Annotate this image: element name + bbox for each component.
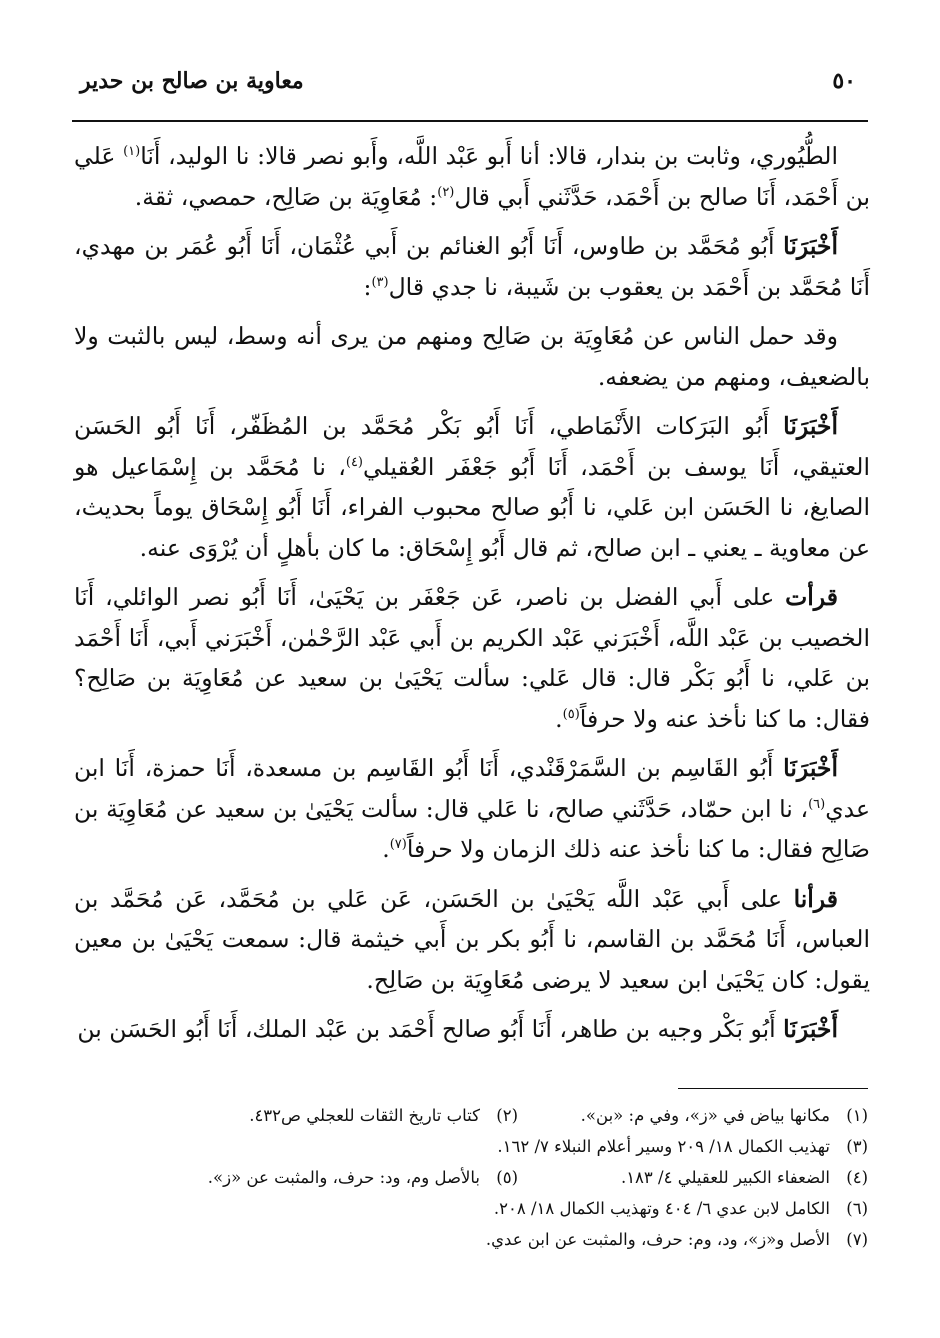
paragraph (74, 406, 870, 568)
footnote-number: (٤) (846, 1168, 868, 1187)
footnote-separator (678, 1088, 868, 1089)
footnote-number: (٧) (846, 1230, 868, 1249)
paragraph-lead-word: أَخْبَرَنَا (783, 754, 838, 782)
header-rule (72, 120, 868, 122)
footnote-text: الكامل لابن عدي ٦/ ٤٠٤ وتهذيب الكمال ١٨/ ٢٠٨. (493, 1199, 830, 1218)
paragraph (74, 748, 870, 870)
paragraph (74, 879, 870, 1001)
footnote (494, 1193, 868, 1224)
paragraph (74, 577, 870, 739)
footnote-text: كتاب تاريخ الثقات للعجلي ص٤٣٢. (249, 1106, 480, 1125)
footnote-reference: (٢) (437, 184, 455, 200)
footnote (486, 1224, 868, 1255)
footnote (518, 1162, 868, 1193)
footnote-row (74, 1193, 868, 1224)
text-segment: على أَبي الفضل بن ناصر، عَن جَعْفَر بن يَحْيَىٰ، أَنَا أَبُو نصر الوائلي، أَنَا الخصيب بن عَبْد اللَّه، أَخْبَرَني عَبْد الكريم بن أَبي عَبْد الرَّحْمٰن، أَخْبَرَني أَبي، أَنَا أَحْمَد بن عَلي، نا أَبُو بَكْر قال: قال عَلي: سألت يَحْيَىٰ بن سعيد عن مُعَاوِيَة بن صَالِح؟ فقال: ما كنا نأخذ عنه ولا حرفاً (74, 583, 870, 733)
paragraph-lead-word: أَخْبَرَنَا (783, 412, 838, 440)
text-segment: : (363, 272, 372, 301)
footnote-reference: (٧) (389, 837, 407, 853)
footnote-text: الأصل و«ز»، ود، وم: حرف، والمثبت عن ابن عدي. (485, 1230, 830, 1249)
footnote (497, 1131, 868, 1162)
footnotes (74, 1100, 868, 1255)
footnote (518, 1100, 868, 1131)
text-segment: أَبُو مُحَمَّد بن طاوس، أَنَا أَبُو الغنائم بن أَبي عُثْمَان، أَنَا أَبُو عُمَر بن مهدي، أَنَا مُحَمَّد بن أَحْمَد بن يعقوب بن شَيبة، نا جدي قال (74, 232, 870, 301)
footnote-number: (٥) (496, 1168, 518, 1187)
paragraph-lead-word: قرأنا (793, 884, 838, 913)
main-text (74, 136, 870, 1059)
footnote-reference: (١) (123, 144, 141, 160)
text-segment: على أَبي عَبْد اللَّه يَحْيَىٰ بن الحَسَن، عَن عَلي بن مُحَمَّد، عَن مُحَمَّد بن العباس، أَنَا مُحَمَّد بن القاسم، نا أَبُو بكر بن أَبي خيثمة قال: سمعت يَحْيَىٰ بن معين يقول: كان يَحْيَىٰ ابن سعيد لا يرضى مُعَاوِيَة بن صَالِح. (74, 884, 870, 994)
footnote-reference: (٥) (562, 706, 580, 722)
footnote-number: (٢) (496, 1106, 518, 1125)
page-header (72, 58, 868, 120)
paragraph (74, 226, 870, 307)
paragraph-lead-word: قرأت (785, 583, 838, 611)
text-segment: ، نا ابن حمّاد، حَدَّثَني صالح، نا عَلي قال: سألت يَحْيَىٰ بن سعيد عن مُعَاوِيَة بن صَالِح فقال: ما كنا نأخذ عنه ذلك الزمان ولا حرفاً (74, 794, 870, 863)
text-segment: . (382, 835, 390, 863)
page-number: ٥٠ (832, 68, 856, 94)
footnote-text: الضعفاء الكبير للعقيلي ٤/ ١٨٣. (620, 1168, 830, 1187)
footnote-text: مكانها بياض في «ز»، وفي م: «بن». (580, 1106, 830, 1125)
paragraph (74, 316, 870, 397)
text-segment: ، نا مُحَمَّد بن إِسْمَاعيل هو الصايغ، نا الحَسَن ابن عَلي، نا أَبُو صالح محبوب الفراء، أَنَا أَبُو إِسْحَاق يوماً بحديث، عن معاوية ـ يعني ـ ابن صالح، ثم قال أَبُو إِسْحَاق: ما كان بأهلٍ أن يُرْوَى عنه. (74, 452, 870, 562)
footnote-text: بالأصل وم، ود: حرف، والمثبت عن «ز». (207, 1168, 480, 1187)
footnote-row (74, 1131, 868, 1162)
footnote-number: (٦) (846, 1199, 868, 1218)
footnote-row (74, 1100, 868, 1131)
text-segment: عَلي بن أَحْمَد، أَنَا صالح بن أَحْمَد، حَدَّثَني أَبي قال (74, 142, 870, 211)
footnote-reference: (٤) (345, 454, 363, 470)
text-segment: أَبُو بَكْر وجيه بن طاهر، أَنَا أَبُو صالح أَحْمَد بن عَبْد الملك، أَنَا أَبُو الحَسَن بن (77, 1015, 784, 1043)
paragraph (74, 1009, 870, 1050)
text-segment: أَبُو القَاسِم بن السَّمَرْقَنْدي، أَنَا أَبُو القَاسِم بن مسعدة، أَنَا حمزة، أَنَا ابن عدي (74, 754, 870, 823)
paragraph-lead-word: أَخْبَرَنَا (783, 232, 838, 260)
footnote-reference: (٦) (808, 796, 826, 812)
footnote-row (74, 1162, 868, 1193)
footnote-number: (١) (846, 1106, 868, 1125)
paragraph-lead-word: أَخْبَرَنَا (783, 1015, 838, 1043)
footnote-row (74, 1224, 868, 1255)
footnote-number: (٣) (846, 1137, 868, 1156)
paragraph (74, 136, 870, 217)
text-segment: أَبُو البَرَكات الأَنْمَاطي، أَنَا أَبُو بَكْر مُحَمَّد بن المُظَفّر، أَنَا أَبُو الحَسَن العتيقي، أَنَا يوسف بن أَحْمَد، أَنَا أَبُو جَعْفَر العُقيلي (74, 412, 870, 481)
running-title: معاوية بن صالح بن حدير (80, 68, 304, 94)
footnote (249, 1100, 518, 1131)
footnote-reference: (٣) (371, 274, 389, 290)
text-segment: الطُّيُوري، وثابت بن بندار، قالا: أنا أَبو عَبْد اللَّه، وأَبو نصر قالا: نا الوليد، أَنَا (140, 142, 838, 170)
footnote (208, 1162, 518, 1193)
text-segment: وقد حمل الناس عن مُعَاوِيَة بن صَالِح ومنهم من يرى أنه وسط، ليس بالثبت ولا بالضعيف، ومنهم من يضعفه. (74, 322, 870, 391)
footnote-text: تهذيب الكمال ١٨/ ٢٠٩ وسير أعلام النبلاء ٧/ ١٦٢. (497, 1137, 830, 1156)
text-segment: : مُعَاوِيَة بن صَالِح، حمصي، ثقة. (134, 182, 438, 211)
text-segment: . (555, 704, 563, 733)
